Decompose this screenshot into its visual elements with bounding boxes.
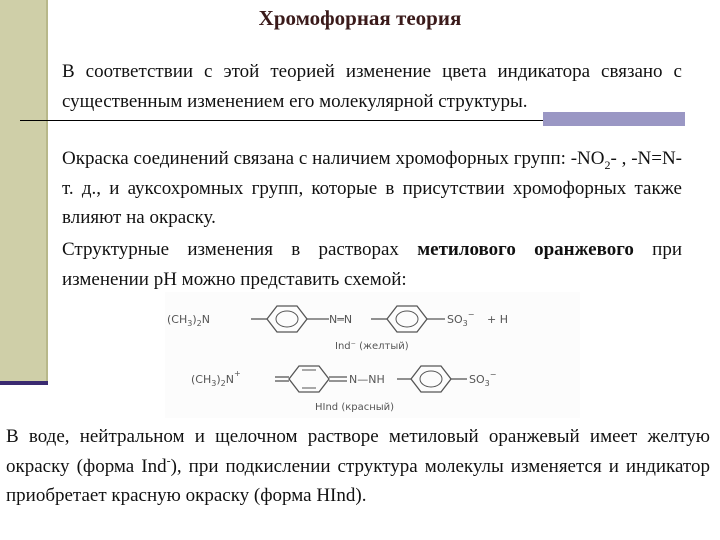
paragraph-4-part1: В воде, нейтральном и щелочном растворе метиловый оранжевый имеет желтую окраску (форма Ind (6, 426, 710, 477)
paragraph-4-superscript: - (166, 453, 171, 468)
row1-left-group: $(CH_3)_2N$ (167, 313, 210, 328)
row1-azo-group: N═N (329, 313, 353, 326)
paragraph-2-part1: Окраска соединений связана с наличием хромофорных групп: -NO (62, 148, 605, 169)
scheme-row-hind (191, 366, 496, 413)
paragraph-2-part2: - , -N=N- т. д., и ауксохромных групп, которые в присутствии хромофорных также влияют на окраску. (62, 148, 683, 228)
quinoid-ring (289, 366, 329, 392)
paragraph-1 (62, 57, 682, 116)
benzene-ring-1 (267, 306, 307, 332)
left-decorative-bar (0, 0, 46, 383)
left-bar-bottom-accent (0, 381, 48, 385)
paragraph-3-part2: при изменении рН можно представить схемой: (62, 239, 682, 290)
paragraph-4 (6, 422, 710, 511)
methyl-orange-scheme (165, 292, 580, 418)
paragraph-3 (62, 235, 682, 294)
row1-sulfonate-group: $SO_3^-$ (447, 310, 475, 328)
paragraph-1-text: В соответствии с этой теорией изменение цвета индикатора связано с существенным изменением его молекулярной структуры. (62, 61, 682, 112)
paragraph-4-part2: ), при подкислении структура молекулы изменяется и индикатор приобретает красную окраску (форма HInd). (6, 455, 710, 506)
benzene-ring-3 (411, 366, 451, 392)
label-hind-red: HInd (красный) (315, 402, 395, 413)
row2-left-group: $(CH_3)_2N^+$ (191, 369, 241, 388)
paragraph-2 (62, 144, 682, 233)
benzene-ring-2 (387, 306, 427, 332)
left-bar-edge (46, 0, 48, 383)
paragraph-3-part1: Структурные изменения в растворах (62, 239, 418, 260)
paragraph-3-bold: метилового оранжевого (417, 239, 634, 260)
row2-azo-group: N—NH (349, 373, 385, 386)
row2-sulfonate-group: $SO_3^-$ (469, 370, 497, 388)
page-title: Хромофорная теория (258, 6, 462, 30)
label-ind-yellow: Ind⁻ (желтый) (335, 341, 409, 352)
scheme-row-ind (167, 306, 508, 352)
paragraph-2-subscript: 2 (604, 157, 611, 172)
row1-plus-h: + H (487, 313, 508, 326)
